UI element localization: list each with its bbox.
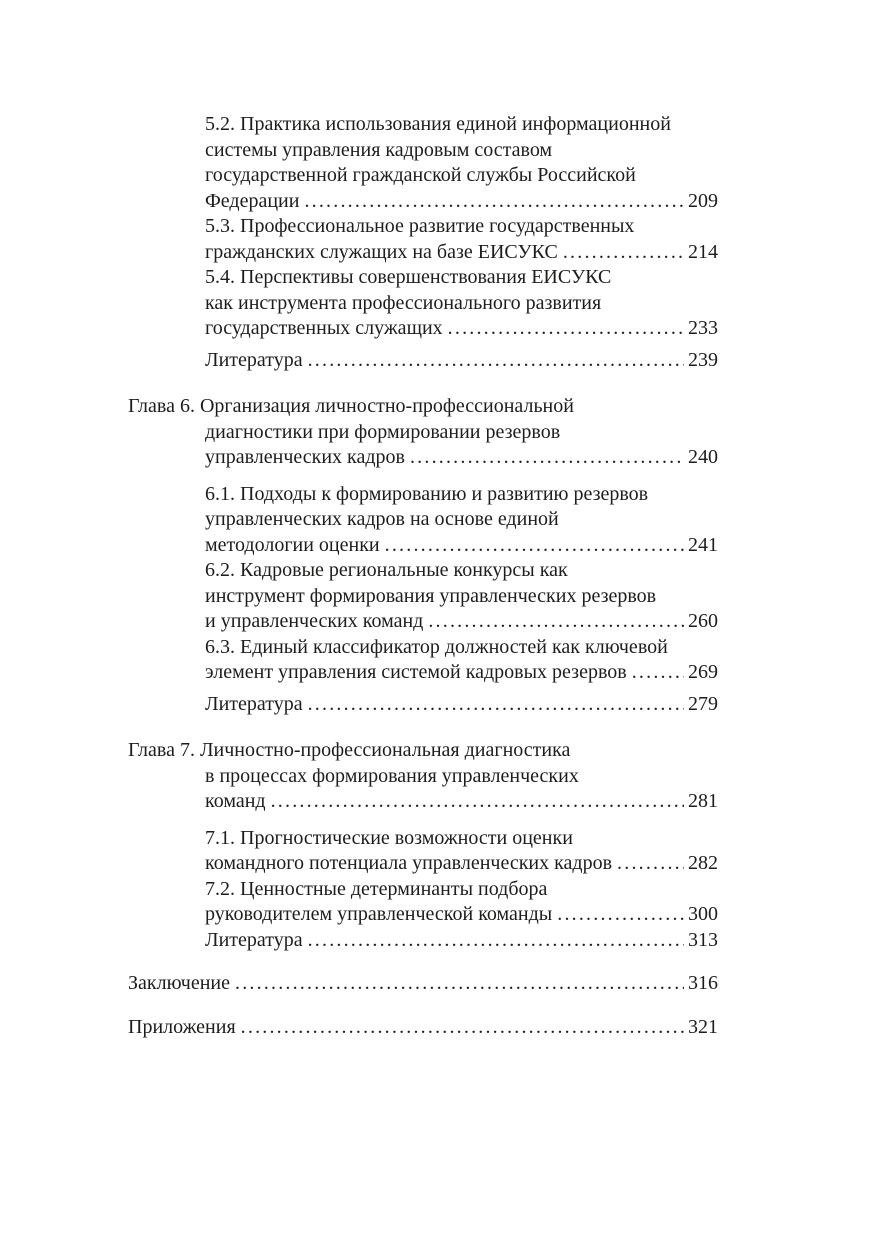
toc-line-with-page [128,928,718,954]
dot-leader [563,240,684,266]
dot-leader [235,971,684,997]
toc-line-text: управленческих кадров [205,446,405,468]
toc-line: 7.2. Ценностные детерминанты подбора [205,877,548,900]
toc-entry-6-1 [128,482,718,559]
toc-entry-6-2 [128,558,718,635]
toc-line: 7.1. Прогностические возможности оценки [205,826,573,849]
toc-line-with-page [128,971,718,997]
toc-line-with-page [128,902,718,928]
toc-line-text: командного потенциала управленческих кадров [205,852,613,874]
page-number: 279 [688,692,718,715]
toc-line-text: государственных служащих [205,317,443,339]
dot-leader [308,692,684,718]
dot-leader [428,609,684,635]
toc-line-text: элемент управления системой кадровых резервов [205,661,627,683]
toc-entry-5-2 [128,112,718,214]
toc-line-text: Литература [205,348,303,371]
dot-leader [308,348,684,374]
toc-line-with-page [128,1015,718,1041]
page-number: 209 [688,189,718,212]
toc-line-with-page [128,851,718,877]
toc-line: Глава 6. Организация личностно-профессиональной [128,395,574,417]
toc-entry-literature-ch7 [128,928,718,954]
page-number: 269 [688,661,718,683]
dot-leader [308,928,684,954]
toc-entry-literature-ch5 [128,348,718,374]
page-number: 233 [688,317,718,339]
toc-line: Глава 7. Личностно-профессиональная диагностика [128,739,571,761]
toc-line: 6.1. Подходы к формированию и развитию резервов [205,482,649,505]
toc-line-text: Литература [205,928,303,951]
toc-line: управленческих кадров на основе единой [205,508,559,530]
toc-line-text: и управленческих команд [205,610,424,632]
toc-line: инструмент формирования управленческих резервов [205,584,657,607]
toc-line: в процессах формирования управленческих [205,764,579,787]
toc-line: 6.3. Единый классификатор должностей как ключевой [205,635,668,658]
page-number: 281 [688,790,718,812]
page-number: 240 [688,446,718,468]
toc-entry-conclusion [128,971,718,997]
toc-entry-chapter-6 [128,394,718,471]
toc-line: 6.2. Кадровые региональные конкурсы как [205,559,568,581]
toc-line-with-page [128,660,718,686]
toc-entry-5-4 [128,265,718,342]
toc-line-text: методологии оценки [205,533,380,556]
dot-leader [410,445,684,471]
toc-line-with-page [128,240,718,266]
toc-line-text: гражданских служащих на базе ЕИСУКС [205,240,558,263]
toc-line-with-page [128,789,718,815]
toc-entry-7-2 [128,877,718,928]
toc-line: диагностики при формировании резервов [205,420,561,443]
toc-entry-7-1 [128,826,718,877]
dot-leader [617,851,684,877]
toc-line: 5.4. Перспективы совершенствования ЕИСУКС [205,266,612,288]
toc-line-text: Литература [205,692,303,715]
table-of-contents [128,112,718,1040]
toc-entry-literature-ch6 [128,692,718,718]
toc-line-with-page [128,692,718,718]
toc-line-text: Федерации [205,189,300,212]
dot-leader [632,660,684,686]
toc-line-text: руководителем управленческой команды [205,903,553,925]
toc-line-text: команд [205,790,266,812]
dot-leader [448,316,684,342]
toc-entry-6-3 [128,635,718,686]
page-number: 282 [688,852,718,874]
dot-leader [557,902,684,928]
toc-line-with-page [128,316,718,342]
toc-entry-appendices [128,1015,718,1041]
page-number: 321 [688,1015,718,1038]
dot-leader [241,1015,684,1041]
page-number: 260 [688,610,718,632]
dot-leader [271,789,684,815]
toc-line-text: Приложения [128,1015,236,1038]
toc-line-with-page [128,609,718,635]
page-number: 300 [688,903,718,925]
toc-line: государственной гражданской службы Российской [205,164,636,186]
page-number: 239 [688,348,718,371]
toc-line-with-page [128,348,718,374]
dot-leader [304,189,684,215]
toc-entry-5-3 [128,214,718,265]
toc-line: 5.3. Профессиональное развитие государственных [205,215,635,237]
page-number: 316 [688,972,718,994]
toc-entry-chapter-7 [128,738,718,815]
page-number: 313 [688,928,718,951]
toc-line-text: Заключение [128,972,230,994]
toc-line-with-page [128,445,718,471]
toc-line: системы управления кадровым составом [205,138,553,161]
toc-line-with-page [128,189,718,215]
toc-line: 5.2. Практика использования единой информационной [205,113,671,135]
toc-line: как инструмента профессионального развития [205,291,602,314]
dot-leader [385,533,684,559]
page-number: 214 [688,240,718,263]
page-number: 241 [688,533,718,556]
toc-line-with-page [128,533,718,559]
